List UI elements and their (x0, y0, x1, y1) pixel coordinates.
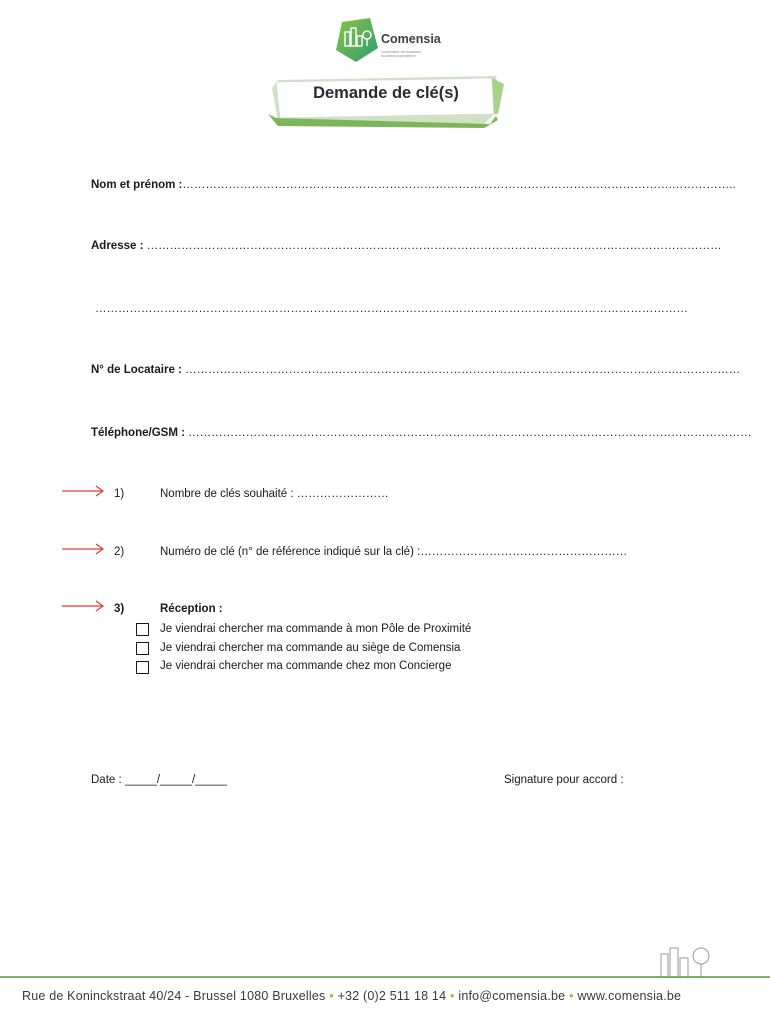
item-3-number: 3) (114, 603, 125, 615)
key-number-field[interactable]: Numéro de clé (n° de référence indiqué sur la clé) :……………………………………………… (160, 546, 628, 558)
address-line-2[interactable] (95, 303, 688, 315)
title-banner (268, 74, 504, 128)
date-field[interactable]: Date : _____/_____/_____ (91, 774, 228, 786)
footer-separator: • (449, 988, 455, 1003)
tenant-dots: ……………………………………………………………………………………………………………….……………… (185, 364, 741, 376)
option-siege: Je viendrai chercher ma commande au siège de Comensia (160, 642, 461, 654)
arrow-right-icon (62, 485, 106, 497)
item-2-number: 2) (114, 546, 125, 558)
name-label: Nom et prénom : (91, 179, 183, 191)
footer-separator: • (568, 988, 574, 1003)
logo-name: Comensia (381, 32, 441, 46)
phone-field[interactable] (91, 427, 752, 439)
option-concierge: Je viendrai chercher ma commande chez mon Concierge (160, 660, 452, 672)
address-line2-dots: ……………………………………………………………………………………………………………..………………………… (95, 303, 688, 315)
arrow-right-icon (62, 600, 106, 612)
name-dots: ……………………………………………………………………………………………….……………….…………….. (182, 179, 736, 191)
phone-dots: ………………………………………………………………………………………………………………………………… (188, 427, 752, 439)
key-count-field[interactable]: Nombre de clés souhaité : …………………… (160, 488, 389, 500)
checkbox-concierge[interactable] (136, 661, 149, 674)
page-title: Demande de clé(s) (313, 84, 459, 102)
logo-mark-icon (336, 18, 378, 62)
footer-address: Rue de Koninckstraat 40/24 - Brussel 1080 Bruxelles (22, 989, 326, 1003)
footer-phone: +32 (0)2 511 18 14 (337, 989, 447, 1003)
item-1-number: 1) (114, 488, 125, 500)
footer-website[interactable]: www.comensia.be (577, 989, 682, 1003)
footer-divider (0, 976, 770, 978)
logo-tagline: coopérative de locataires huurderscoöperatieve (381, 50, 421, 59)
address-label: Adresse : (91, 240, 144, 252)
footer-separator: • (329, 988, 334, 1003)
comensia-logo (336, 18, 446, 64)
name-field[interactable] (91, 179, 736, 191)
signature-label: Signature pour accord : (504, 774, 624, 786)
tenant-label: N° de Locataire : (91, 364, 182, 376)
reception-heading: Réception : (160, 603, 223, 615)
checkbox-pole-proximite[interactable] (136, 623, 149, 636)
footer-email[interactable]: info@comensia.be (458, 989, 566, 1003)
option-pole-proximite: Je viendrai chercher ma commande à mon Pôle de Proximité (160, 623, 472, 635)
tenant-number-field[interactable] (91, 364, 740, 376)
footer-contact (22, 988, 681, 1003)
arrow-right-icon (62, 543, 106, 555)
address-field[interactable] (91, 240, 722, 252)
checkbox-siege[interactable] (136, 642, 149, 655)
buildings-tree-icon (655, 944, 717, 978)
address-dots: …………………………………………………………………………………………………………………………………… (146, 240, 722, 252)
phone-label: Téléphone/GSM : (91, 427, 185, 439)
